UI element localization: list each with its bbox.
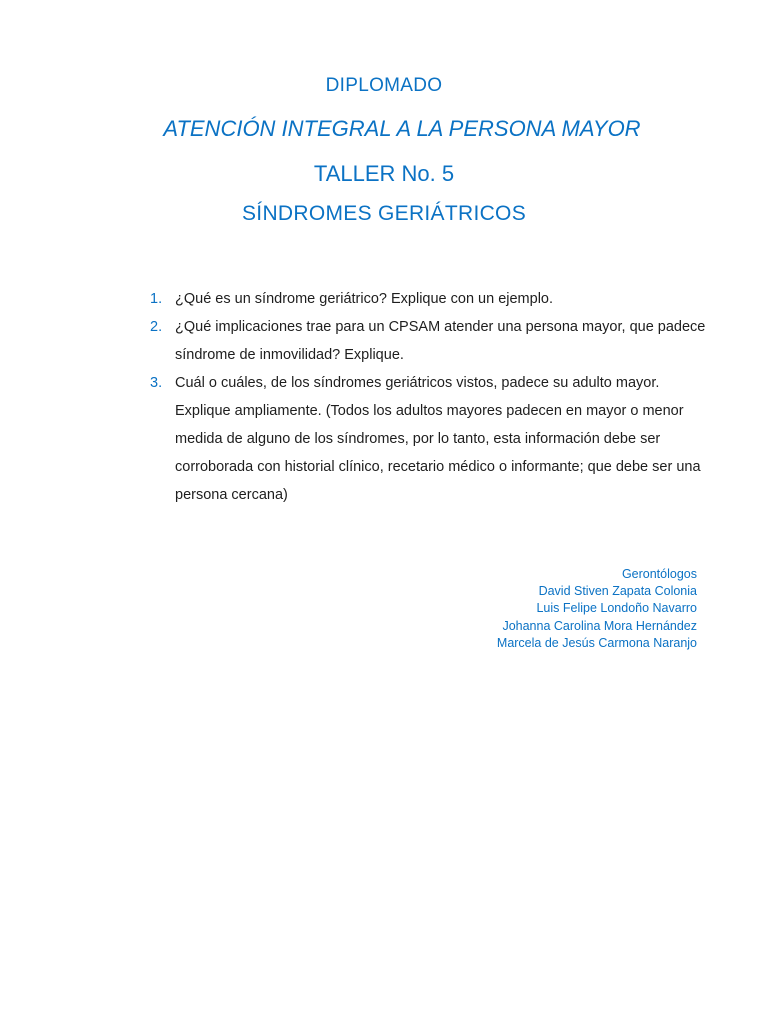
question-item (150, 369, 710, 509)
question-text: ¿Qué es un síndrome geriátrico? Explique con un ejemplo. (175, 291, 554, 307)
authors-role: Gerontólogos (621, 567, 697, 581)
authors-block (497, 566, 697, 652)
question-item (150, 313, 710, 369)
author-name: Marcela de Jesús Carmona Naranjo (496, 635, 697, 650)
author-name: Johanna Carolina Mora Hernández (502, 618, 697, 633)
question-item (150, 285, 710, 313)
author-name: Luis Felipe Londoño Navarro (536, 601, 697, 616)
question-list (150, 285, 710, 509)
workshop-topic: SÍNDROMES GERIÁTRICOS (242, 202, 526, 225)
question-number: 3. (150, 375, 163, 391)
question-number: 1. (150, 291, 163, 307)
question-text: ¿Qué implicaciones trae para un CPSAM atender una persona mayor, que padece síndrome de inmovilidad? Explique. (175, 319, 706, 363)
question-text: Cuál o cuáles, de los síndromes geriátricos vistos, padece su adulto mayor. Explique ampliamente. (Todos los adultos mayores padecen en mayor o menor medida de alguno de los síndromes, por lo tanto, esta información debe ser corroborada con historial clínico, recetario médico o informante; que debe ser una persona cercana) (175, 375, 701, 503)
question-number: 2. (150, 319, 163, 335)
document-subtitle: ATENCIÓN INTEGRAL A LA PERSONA MAYOR (163, 116, 641, 141)
document-title: DIPLOMADO (325, 75, 443, 96)
author-name: David Stiven Zapata Colonia (538, 584, 697, 599)
workshop-number: TALLER No. 5 (313, 161, 455, 186)
